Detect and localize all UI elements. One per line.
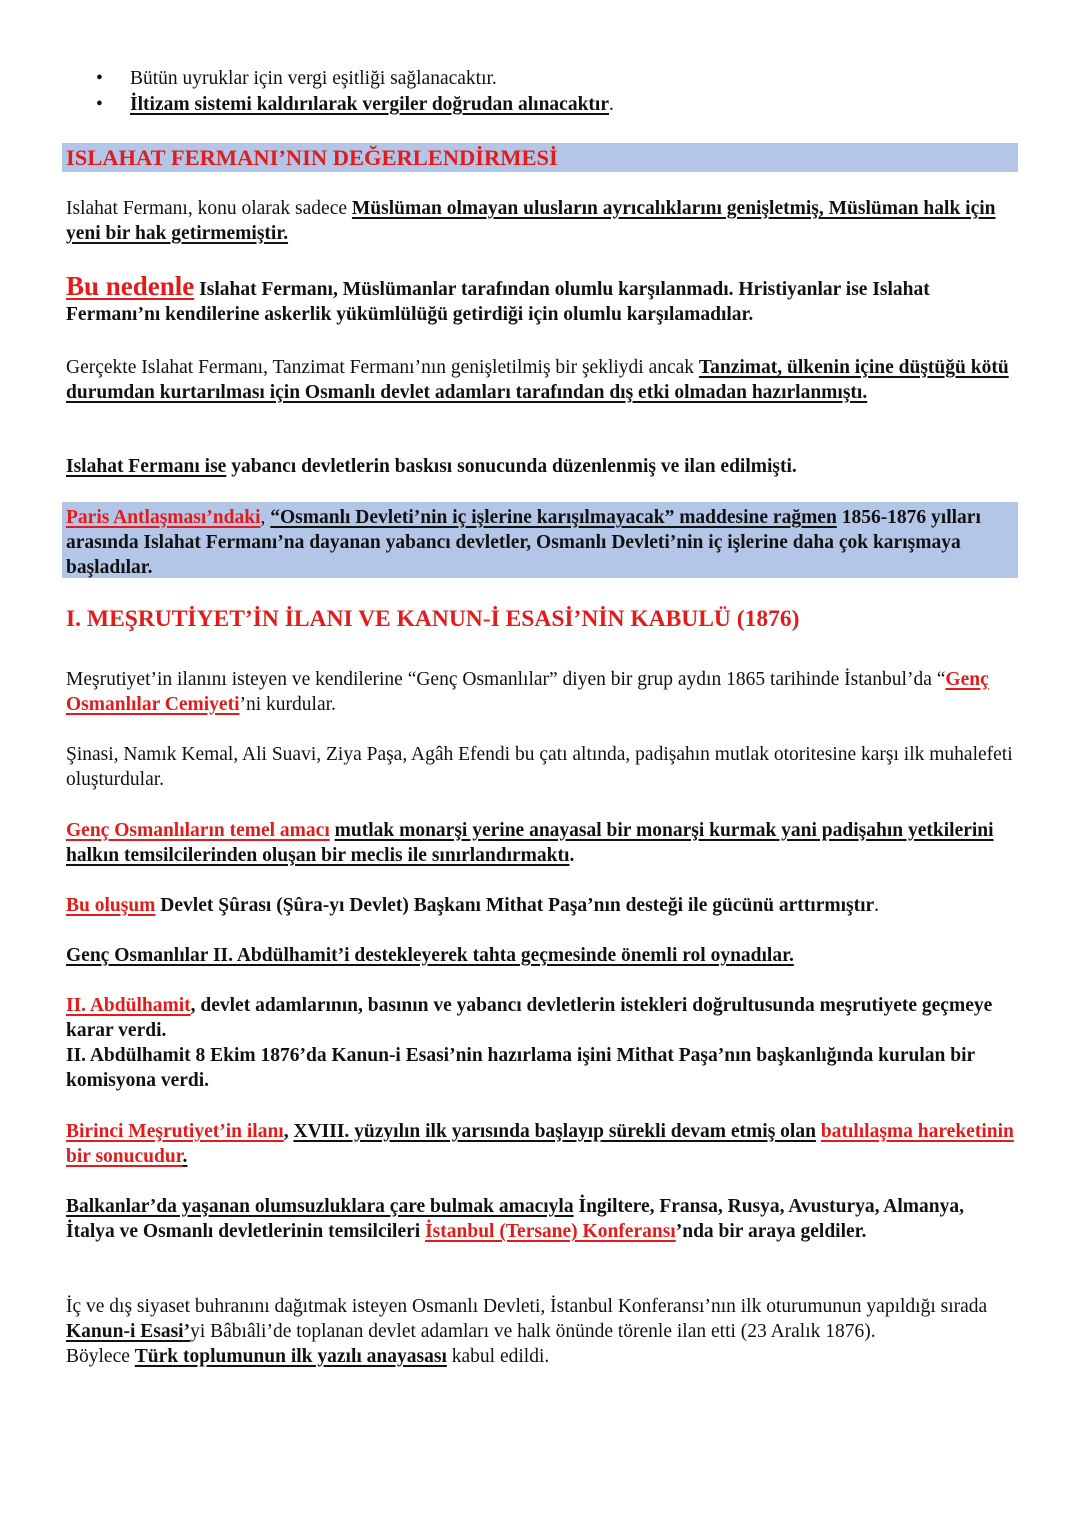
emphasis-red-lead: Bu nedenle xyxy=(66,271,195,301)
paragraph-10: Genç Osmanlılar II. Abdülhamit’i destekleyerek tahta geçmesinde önemli rol oynadılar. xyxy=(66,945,794,966)
section-heading-islahat: ISLAHAT FERMANI’NIN DEĞERLENDİRMESİ xyxy=(62,143,1018,172)
paragraph-11: II. Abdülhamit, devlet adamlarının, basının ve yabancı devletlerin istekleri doğrultusunda meşrutiyete geçmeye karar verdi. II. Abdülhamit 8 Ekim 1876’da Kanun-i Esasi’nin hazırlama işini Mithat Paşa’nın başkanlığında kurulan bir komisyona verdi. xyxy=(66,995,993,1091)
paragraph-3: Gerçekte Islahat Fermanı, Tanzimat Fermanı’nın genişletilmiş bir şekliydi ancak Tanzimat, ülkenin içine düştüğü kötü durumdan kurtarılması için Osmanlı devlet adamları tarafından dış etki olmadan hazırlanmıştı. xyxy=(66,357,1009,403)
paragraph-12: Birinci Meşrutiyet’in ilanı, XVIII. yüzyılın ilk yarısında başlayıp sürekli devam etmiş olan batılılaşma hareketinin bir sonucudur. xyxy=(66,1121,1014,1167)
section-heading-mesrutiyet: I. MEŞRUTİYET’İN İLANI VE KANUN-İ ESASİ’NİN KABULÜ (1876) xyxy=(66,606,800,632)
paragraph-5: Paris Antlaşması’ndaki, “Osmanlı Devleti’nin iç işlerine karışılmayacak” maddesine rağmen 1856-1876 yılları arasında Islahat Fermanı’na dayanan yabancı devletler, Osmanlı Devleti’nin iç işlerine daha çok karışmaya başladılar. xyxy=(66,507,981,578)
paragraph-6: Meşrutiyet’in ilanını isteyen ve kendilerine “Genç Osmanlılar” diyen bir grup aydın 1865 tarihinde İstanbul’da “Genç Osmanlılar Cemiyeti’ni kurdular. xyxy=(66,669,989,715)
paragraph-4: Islahat Fermanı ise yabancı devletlerin baskısı sonucunda düzenlenmiş ve ilan edilmişti. xyxy=(66,456,797,477)
bullet-item: • İltizam sistemi kaldırılarak vergiler doğrudan alınacaktır. xyxy=(96,92,996,118)
paragraph-1: Islahat Fermanı, konu olarak sadece Müslüman olmayan ulusların ayrıcalıklarını genişletmiş, Müslüman halk için yeni bir hak getirmemiştir. xyxy=(66,198,996,244)
paragraph-8: Genç Osmanlıların temel amacı mutlak monarşi yerine anayasal bir monarşi kurmak yani padişahın yetkilerini halkın temsilcilerinden oluşan bir meclis ile sınırlandırmaktı. xyxy=(66,820,994,866)
bullet-dot-icon: • xyxy=(96,94,103,115)
bullet-list xyxy=(96,66,996,118)
paragraph-7: Şinasi, Namık Kemal, Ali Suavi, Ziya Paşa, Agâh Efendi bu çatı altında, padişahın mutlak otoritesine karşı ilk muhalefeti oluşturdular. xyxy=(66,744,1013,790)
paragraph-2: Bu nedenle Islahat Fermanı, Müslümanlar tarafından olumlu karşılanmadı. Hristiyanlar ise Islahat Fermanı’nı kendilerine askerlik yükümlülüğü getirdiği için olumlu karşılamadılar. xyxy=(66,271,930,325)
paragraph-14: İç ve dış siyaset buhranını dağıtmak isteyen Osmanlı Devleti, İstanbul Konferansı’nın ilk oturumunun yapıldığı sırada Kanun-i Esasi’yi Bâbıâli’de toplanan devlet adamları ve halk önünde törenle ilan etti (23 Aralık 1876). Böylece Türk toplumunun ilk yazılı anayasası kabul edildi. xyxy=(66,1296,988,1367)
paragraph-13: Balkanlar’da yaşanan olumsuzluklara çare bulmak amacıyla İngiltere, Fransa, Rusya, Avusturya, Almanya, İtalya ve Osmanlı devletlerinin temsilcileri İstanbul (Tersane) Konferansı’nda bir araya geldiler. xyxy=(66,1196,964,1242)
paragraph-9: Bu oluşum Devlet Şûrası (Şûra-yı Devlet) Başkanı Mithat Paşa’nın desteği ile gücünü arttırmıştır. xyxy=(66,895,880,916)
bullet-item: • Bütün uyruklar için vergi eşitliği sağlanacaktır. xyxy=(96,66,996,92)
bullet-dot-icon: • xyxy=(96,68,103,89)
